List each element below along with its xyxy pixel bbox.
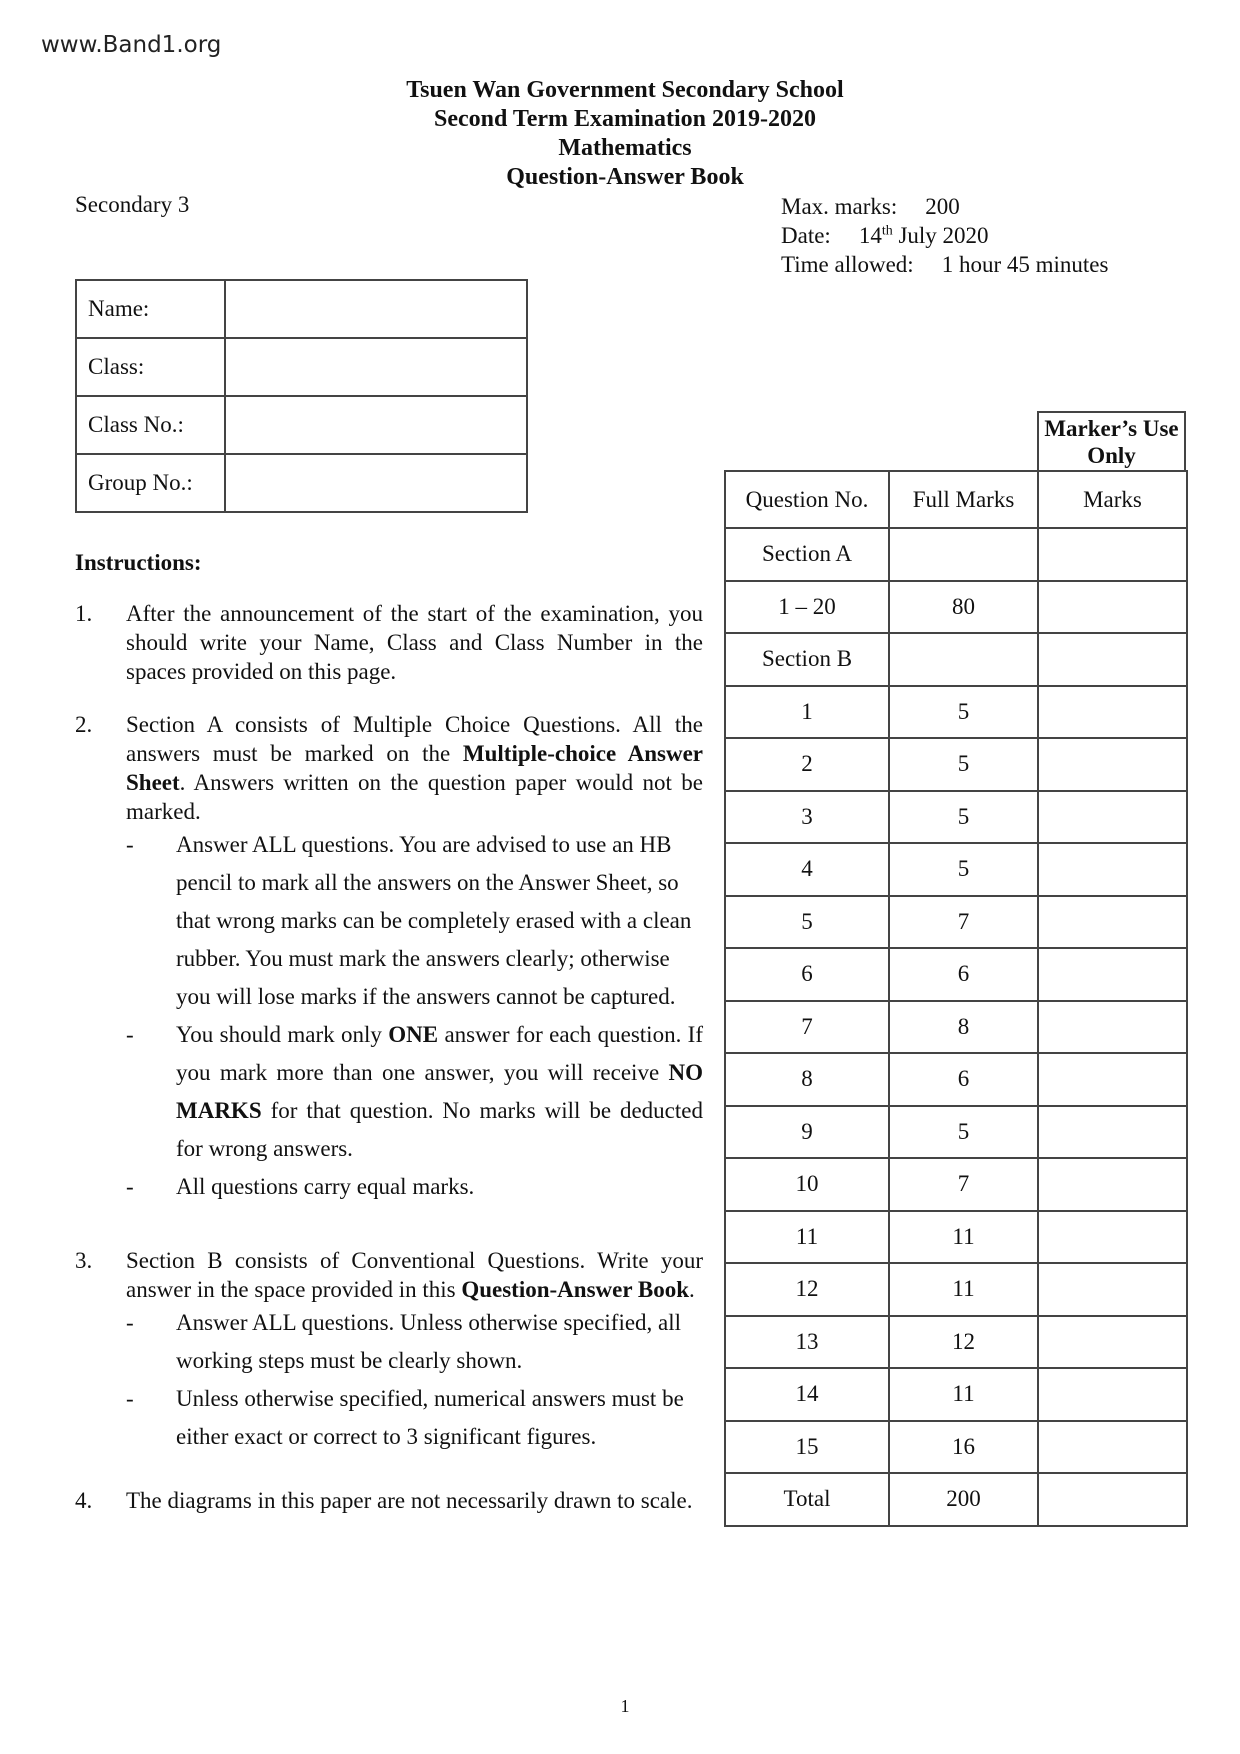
date-suffix: th [881,223,893,239]
group-no-field[interactable] [225,454,527,512]
marks-cell[interactable] [1038,528,1187,581]
max-marks-value: 200 [925,194,960,219]
table-row [725,791,1187,844]
table-row [725,581,1187,634]
instruction-item-2 [75,710,703,1206]
date-row [781,221,1108,250]
full-marks-cell: 7 [889,1158,1038,1211]
instruction-item-4 [75,1486,703,1515]
question-cell: 7 [725,1001,889,1054]
table-row [725,948,1187,1001]
table-row [725,633,1187,686]
marks-cell[interactable] [1038,738,1187,791]
marks-table-header [725,471,1187,528]
student-info-table [75,279,528,513]
full-marks-cell: 5 [889,843,1038,896]
total-full-marks-cell: 200 [889,1473,1038,1526]
watermark: www.Band1.org [41,32,222,58]
full-marks-cell: 5 [889,738,1038,791]
full-marks-cell: 5 [889,791,1038,844]
class-no-label: Class No.: [76,396,225,454]
marks-cell[interactable] [1038,686,1187,739]
student-info-row [76,396,527,454]
table-row [725,843,1187,896]
student-info-row [76,280,527,338]
markers-use-only-header: Marker’s Use Only [1037,411,1186,471]
question-cell: 5 [725,896,889,949]
date-day: 14 [858,223,882,248]
exam-name: Second Term Examination 2019-2020 [433,106,817,132]
marks-cell[interactable] [1038,791,1187,844]
qa-book-emphasis: Question-Answer Book [461,1277,690,1302]
name-label: Name: [76,280,225,338]
class-label: Class: [76,338,225,396]
question-cell: Section B [725,633,889,686]
table-row [725,1211,1187,1264]
full-marks-cell: 5 [889,1106,1038,1159]
subject-name: Mathematics [558,135,692,161]
table-row [725,738,1187,791]
time-value: 1 hour 45 minutes [941,252,1109,277]
question-cell: 10 [725,1158,889,1211]
time-label: Time allowed: [781,252,914,277]
instruction-text: After the announcement of the start of the examination, you should write your Name, Class and Class Number in the spaces provided on this page. [126,601,703,684]
marks-cell[interactable] [1038,1421,1187,1474]
one-emphasis: ONE [388,1022,439,1047]
instruction-text: The diagrams in this paper are not necessarily drawn to scale. [126,1488,693,1513]
table-row [725,1053,1187,1106]
full-marks-cell: 6 [889,948,1038,1001]
question-cell: 13 [725,1316,889,1369]
student-info-row [76,454,527,512]
instruction-bullet: - Answer ALL questions. Unless otherwise specified, all working steps must be clearly shown. [126,1310,682,1373]
question-cell: 8 [725,1053,889,1106]
full-marks-cell: 5 [889,686,1038,739]
exam-meta [781,192,1108,279]
instruction-number: 4. [75,1488,93,1513]
instruction-item-1 [75,599,703,686]
question-cell: 14 [725,1368,889,1421]
form-level: Secondary 3 [75,192,190,217]
marks-cell[interactable] [1038,843,1187,896]
answer-sheet-emphasis: Multiple-choice Answer Sheet [126,741,704,795]
instruction-number: 3. [75,1248,93,1273]
marks-cell[interactable] [1038,1211,1187,1264]
marks-cell[interactable] [1038,948,1187,1001]
instruction-bullet: - Unless otherwise specified, numerical answers must be either exact or correct to 3 significant figures. [126,1386,684,1449]
name-field[interactable] [225,280,527,338]
column-question-no: Question No. [725,471,889,528]
marks-cell[interactable] [1038,1263,1187,1316]
question-cell: 12 [725,1263,889,1316]
marks-cell[interactable] [1038,633,1187,686]
table-row [725,1263,1187,1316]
full-marks-cell: 7 [889,896,1038,949]
time-row [781,250,1108,279]
max-marks-label: Max. marks: [781,194,898,219]
class-no-field[interactable] [225,396,527,454]
table-row [725,1421,1187,1474]
full-marks-cell [889,528,1038,581]
full-marks-cell: 8 [889,1001,1038,1054]
instruction-bullet: - Answer ALL questions. You are advised to use an HB pencil to mark all the answers on the Answer Sheet, so that wrong marks can be completely erased with a clean rubber. You must mark the answers clearly; otherwise you will lose marks if the answers cannot be captured. [126,832,692,1009]
table-row-total [725,1473,1187,1526]
column-full-marks: Full Marks [889,471,1038,528]
full-marks-cell: 11 [889,1263,1038,1316]
instruction-number: 2. [75,712,93,737]
full-marks-cell [889,633,1038,686]
no-marks-emphasis: NO MARKS [176,1060,703,1123]
marks-cell[interactable] [1038,1106,1187,1159]
question-cell: 2 [725,738,889,791]
full-marks-cell: 16 [889,1421,1038,1474]
instruction-bullet: - All questions carry equal marks. [126,1174,475,1199]
instruction-bullet: - You should mark only ONE answer for each question. If you mark more than one answer, you will receive NO MARKS for that question. No marks will be deducted for wrong answers. [126,1022,703,1161]
question-cell: 15 [725,1421,889,1474]
date-label: Date: [781,223,831,248]
full-marks-cell: 11 [889,1368,1038,1421]
question-cell: 9 [725,1106,889,1159]
exam-title-block [0,76,1240,192]
question-cell: 4 [725,843,889,896]
marks-cell[interactable] [1038,1001,1187,1054]
date-rest: July 2020 [898,223,989,248]
question-cell: 1 [725,686,889,739]
full-marks-cell: 6 [889,1053,1038,1106]
question-cell: Section A [725,528,889,581]
max-marks-row [781,192,1108,221]
group-no-label: Group No.: [76,454,225,512]
marks-cell[interactable] [1038,1368,1187,1421]
column-marks: Marks [1038,471,1187,528]
table-row [725,1158,1187,1211]
student-info-row [76,338,527,396]
total-marks-cell[interactable] [1038,1473,1187,1526]
full-marks-cell: 11 [889,1211,1038,1264]
question-cell: 3 [725,791,889,844]
table-row [725,1368,1187,1421]
school-name: Tsuen Wan Government Secondary School [406,77,844,103]
full-marks-cell: 80 [889,581,1038,634]
marks-cell[interactable] [1038,896,1187,949]
marks-cell[interactable] [1038,1053,1187,1106]
instructions-heading: Instructions: [75,550,202,575]
marks-cell[interactable] [1038,1158,1187,1211]
question-cell: 1 – 20 [725,581,889,634]
instruction-text: Section B consists of Conventional Questions. Write your answer in the space provided in this Question-Answer Book. [126,1248,703,1302]
marks-cell[interactable] [1038,581,1187,634]
instructions [75,548,703,1539]
class-field[interactable] [225,338,527,396]
table-row [725,896,1187,949]
marks-table [724,470,1188,1527]
question-cell: 11 [725,1211,889,1264]
marks-cell[interactable] [1038,1316,1187,1369]
page-number: 1 [620,1696,630,1716]
book-title: Question-Answer Book [506,164,744,190]
instruction-number: 1. [75,601,93,626]
full-marks-cell: 12 [889,1316,1038,1369]
table-row [725,528,1187,581]
table-row [725,686,1187,739]
question-cell: 6 [725,948,889,1001]
table-row [725,1316,1187,1369]
total-label-cell: Total [725,1473,889,1526]
instruction-text: Section A consists of Multiple Choice Questions. All the answers must be marked on the Multiple-choice Answer Sheet. Answers written on the question paper would not be marked. [126,712,704,824]
instruction-item-3 [75,1246,703,1456]
table-row [725,1001,1187,1054]
table-row [725,1106,1187,1159]
